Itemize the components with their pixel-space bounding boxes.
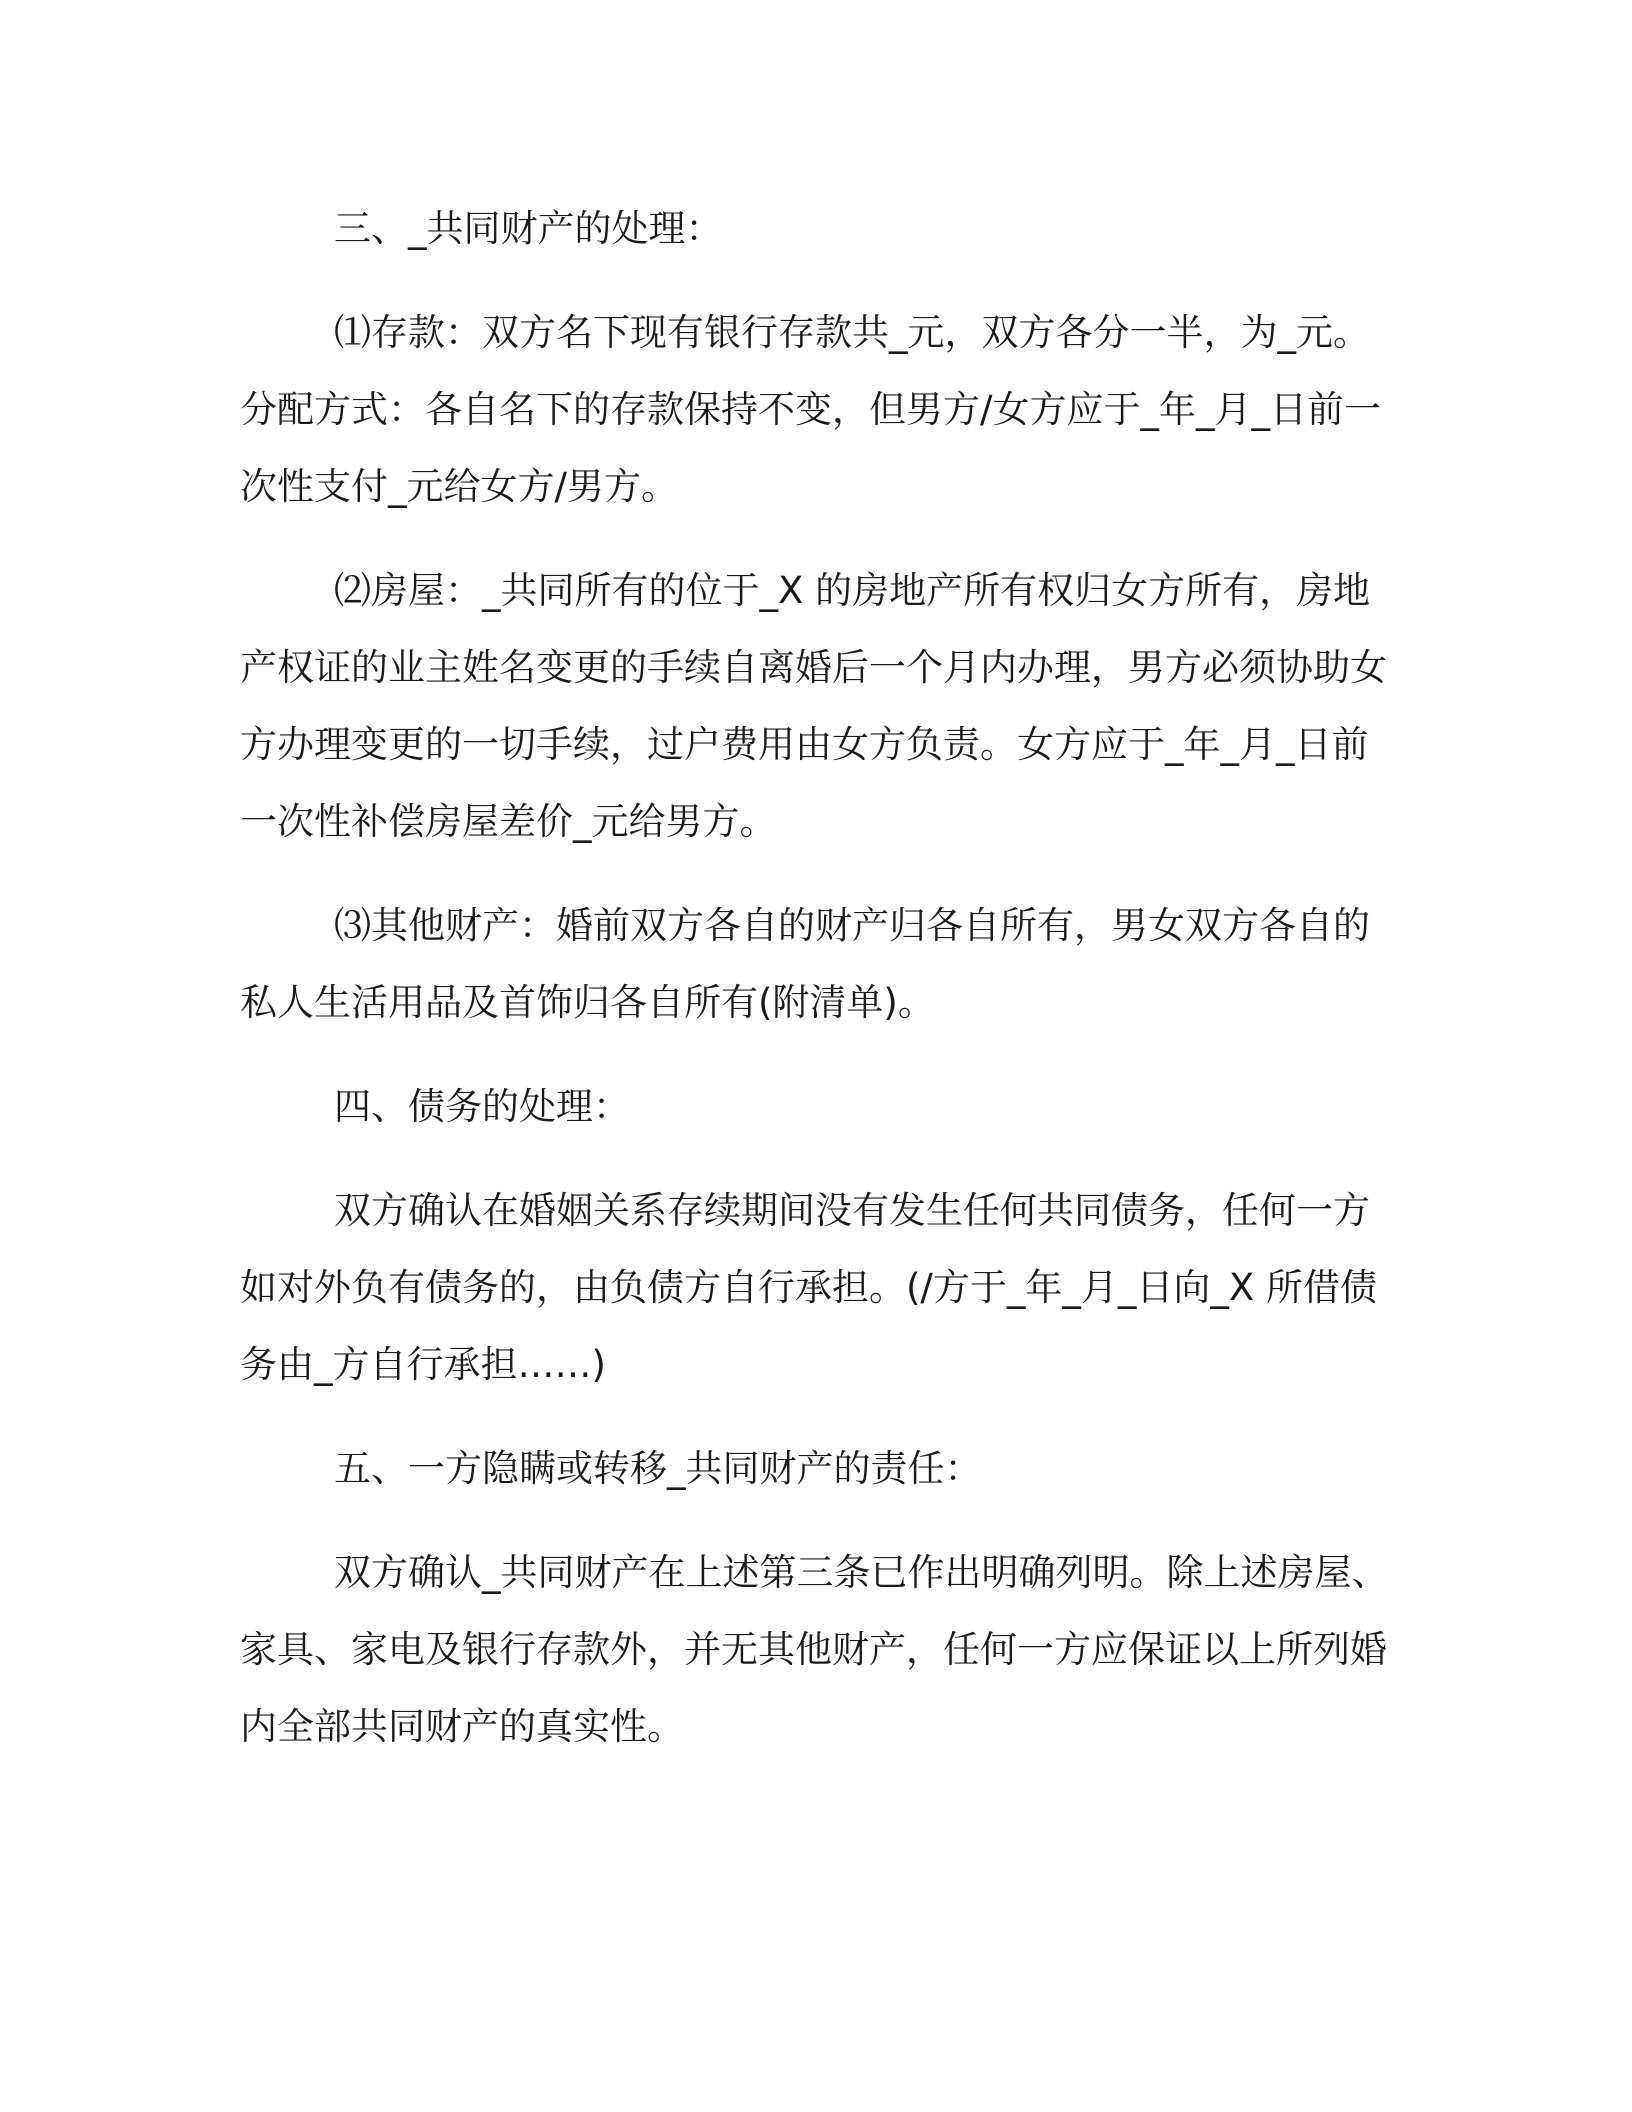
clause-other-property: ⑶其他财产：婚前双方各自的财产归各自所有，男女双方各自的私人生活用品及首饰归各自所有(附清单)。 — [240, 904, 1370, 1024]
section-heading-concealment: 五、一方隐瞒或转移_共同财产的责任： — [334, 1447, 982, 1490]
section-heading-debts: 四、债务的处理： — [334, 1085, 630, 1128]
clause-debts: 双方确认在婚姻关系存续期间没有发生任何共同债务，任何一方如对外负有债务的，由负债方自行承担。(/方于_年_月_日向_X 所借债务由_方自行承担……) — [240, 1189, 1378, 1386]
section-heading-joint-property: 三、_共同财产的处理： — [334, 207, 723, 250]
clause-deposits: ⑴存款：双方名下现有银行存款共_元，双方各分一半，为_元。分配方式：各自名下的存款保持不变，但男方/女方应于_年_月_日前一次性支付_元给女方/男方。 — [240, 311, 1381, 508]
clause-concealment: 双方确认_共同财产在上述第三条已作出明确列明。除上述房屋、家具、家电及银行存款外，并无其他财产，任何一方应保证以上所列婚内全部共同财产的真实性。 — [240, 1551, 1389, 1748]
document-body — [240, 190, 1390, 1792]
clause-house: ⑵房屋：_共同所有的位于_X 的房地产所有权归女方所有，房地产权证的业主姓名变更的手续自离婚后一个月内办理，男方必须协助女方办理变更的一切手续，过户费用由女方负责。女方应于_年_月_日前一次性补偿房屋差价_元给男方。 — [240, 569, 1387, 843]
